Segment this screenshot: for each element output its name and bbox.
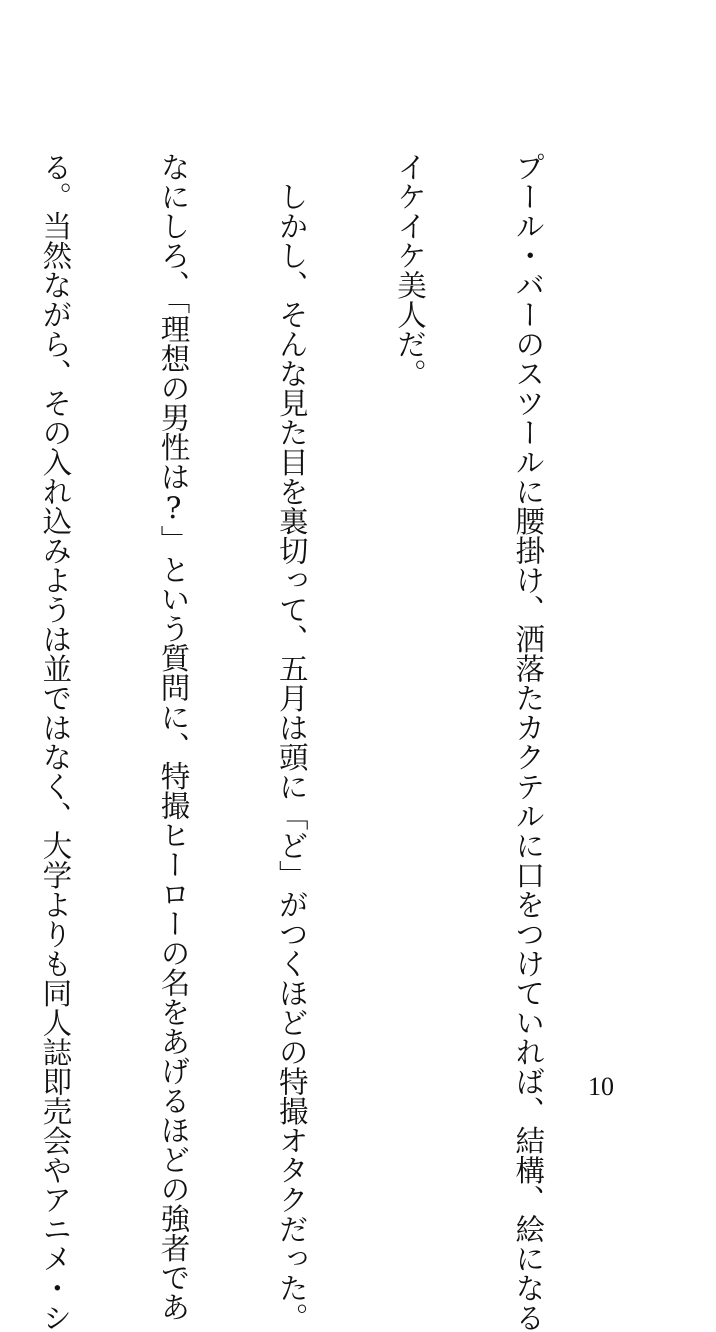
page-number: 10 xyxy=(588,1072,614,1101)
text-column-2: しかし、そんな見た目を裏切って、五月は頭に「ど」がつくほどの特撮オタクだった。 xyxy=(274,152,309,1332)
text-column-4: る。当然ながら、その入れ込みようは並ではなく、大学よりも同人誌即売会やアニメ・シ xyxy=(38,152,73,1332)
text-column-0: プール・バーのスツールに腰掛け、洒落たカクテルに口をつけていれば、結構、絵になる xyxy=(511,152,546,1332)
text-column-1: イケイケ美人だ。 xyxy=(392,152,427,388)
text-column-3: なにしろ、「理想の男性は?」という質問に、特撮ヒーローの名をあげるほどの強者であ xyxy=(156,152,191,1322)
